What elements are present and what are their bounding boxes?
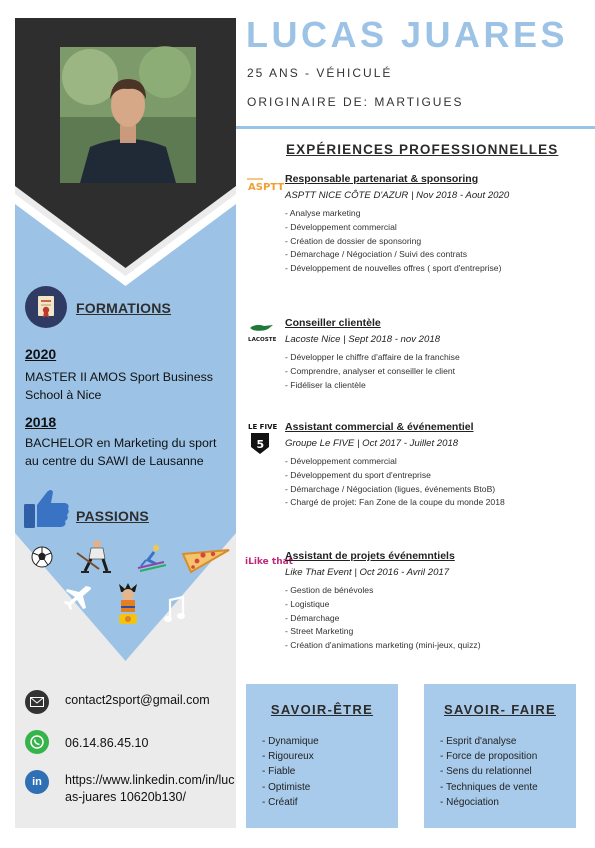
airplane-icon [63, 585, 93, 616]
ice-hockey-icon [73, 539, 117, 582]
skill-item: - Optimiste [262, 780, 319, 795]
dragon-ball-icon [111, 584, 145, 633]
savoir-faire-title: SAVOIR- FAIRE [443, 702, 556, 717]
skill-item: - Techniques de vente [440, 780, 538, 795]
like-that-logo [245, 553, 293, 572]
job-title: Responsable partenariat & sponsoring [285, 173, 479, 185]
job-bullet: - Gestion de bénévoles [285, 584, 585, 598]
job-bullets [285, 455, 585, 510]
formations-title: FORMATIONS [76, 300, 172, 316]
job-entry-1 [285, 173, 585, 276]
job-bullets [285, 351, 585, 392]
passions-title: PASSIONS [76, 508, 149, 524]
job-entry-2 [285, 317, 585, 392]
lacoste-logo [247, 320, 277, 349]
job-bullet: - Street Marketing [285, 625, 585, 639]
left-sidebar [15, 18, 236, 828]
job-bullet: - Démarchage / Négociation (ligues, événements BtoB) [285, 483, 585, 497]
linkedin-url[interactable]: https://www.linkedin.com/in/lucas-juares 10620b130/ [65, 773, 235, 804]
candidate-name: LUCAS JUARES [246, 14, 569, 55]
formation-year-1: 2020 [25, 346, 57, 362]
job-title: Conseiller clientèle [285, 317, 381, 329]
contact-linkedin[interactable] [25, 770, 235, 806]
whatsapp-icon [25, 730, 49, 754]
job-bullet: - Logistique [285, 598, 585, 612]
skill-item: - Négociation [440, 795, 538, 810]
formation-line: MASTER II AMOS Sport Business [25, 370, 213, 384]
savoir-faire-list [440, 734, 538, 810]
age-line: 25 ANS - VÉHICULÉ [247, 66, 393, 80]
job-company: ASPTT NICE CÔTE D'AZUR | Nov 2018 - Aout 2020 [285, 190, 510, 201]
job-bullet: - Création d'animations marketing (mini-jeux, quizz) [285, 639, 585, 653]
skiing-icon [136, 542, 168, 579]
skill-item: - Créatif [262, 795, 319, 810]
job-entry-4 [285, 550, 585, 653]
job-bullet: - Démarchage [285, 612, 585, 626]
job-entry-3 [285, 421, 585, 510]
skill-item: - Sens du relationnel [440, 764, 538, 779]
job-title: Assistant commercial & événementiel [285, 421, 474, 433]
experiences-title: EXPÉRIENCES PROFESSIONNELLES [286, 142, 559, 157]
job-bullet: - Développement commercial [285, 221, 585, 235]
formation-line: BACHELOR en Marketing du sport [25, 436, 217, 450]
contact-email[interactable] [25, 690, 235, 714]
job-bullet: - Démarchage / Négociation / Suivi des contrats [285, 248, 585, 262]
email-text[interactable]: contact2sport@gmail.com [65, 693, 210, 707]
formation-line: au centre du SAWI de Lausanne [25, 454, 204, 468]
header-divider [236, 126, 595, 129]
job-company: Groupe Le FIVE | Oct 2017 - Juillet 2018 [285, 438, 459, 449]
phone-text[interactable]: 06.14.86.45.10 [65, 736, 149, 750]
le-five-logo [248, 421, 278, 462]
skill-item: - Fiable [262, 764, 319, 779]
pizza-icon [181, 548, 231, 579]
contact-phone[interactable] [25, 730, 235, 754]
job-bullet: - Développement de nouvelles offres ( sport d'entreprise) [285, 262, 585, 276]
job-company: Like That Event | Oct 2016 - Avril 2017 [285, 567, 450, 578]
job-bullet: - Fidéliser la clientèle [285, 379, 585, 393]
job-bullet: - Chargé de projet: Fan Zone de la coupe du monde 2018 [285, 496, 585, 510]
skill-item: - Rigoureux [262, 749, 319, 764]
skill-item: - Dynamique [262, 734, 319, 749]
job-bullet: - Analyse marketing [285, 207, 585, 221]
savoir-etre-list [262, 734, 319, 810]
diploma-icon [25, 286, 67, 328]
football-icon [31, 546, 53, 573]
job-bullet: - Développement commercial [285, 455, 585, 469]
job-bullets [285, 207, 585, 276]
job-bullets [285, 584, 585, 653]
like-that-logo-text: iLike that [245, 557, 293, 567]
skill-item: - Esprit d'analyse [440, 734, 538, 749]
job-bullet: - Développement du sport d'entreprise [285, 469, 585, 483]
asptt-logo-text: ASPTT [248, 182, 285, 193]
profile-photo [60, 47, 196, 183]
savoir-etre-title: SAVOIR-ÊTRE [270, 702, 374, 717]
job-bullet: - Comprendre, analyser et conseiller le client [285, 365, 585, 379]
svg-text:5: 5 [256, 438, 265, 451]
asptt-logo [247, 176, 285, 197]
savoir-etre-box [246, 684, 398, 828]
job-company: Lacoste Nice | Sept 2018 - nov 2018 [285, 334, 441, 345]
savoir-faire-box [424, 684, 576, 828]
thumbs-up-icon [23, 488, 71, 535]
le-five-logo-text: LE FIVE [248, 423, 278, 431]
job-bullet: - Création de dossier de sponsoring [285, 235, 585, 249]
origin-line: ORIGINAIRE DE: MARTIGUES [247, 95, 464, 109]
lacoste-logo-text: LACOSTE [248, 337, 277, 343]
music-note-icon [163, 596, 185, 631]
job-title: Assistant de projets événemntiels [285, 550, 455, 562]
envelope-icon [25, 690, 49, 714]
formation-description-1 [25, 368, 230, 404]
linkedin-icon: in [25, 770, 49, 794]
job-bullet: - Développer le chiffre d'affaire de la franchise [285, 351, 585, 365]
formation-line: School à Nice [25, 388, 102, 402]
skill-item: - Force de proposition [440, 749, 538, 764]
formation-year-2: 2018 [25, 414, 57, 430]
formation-description-2 [25, 434, 230, 470]
